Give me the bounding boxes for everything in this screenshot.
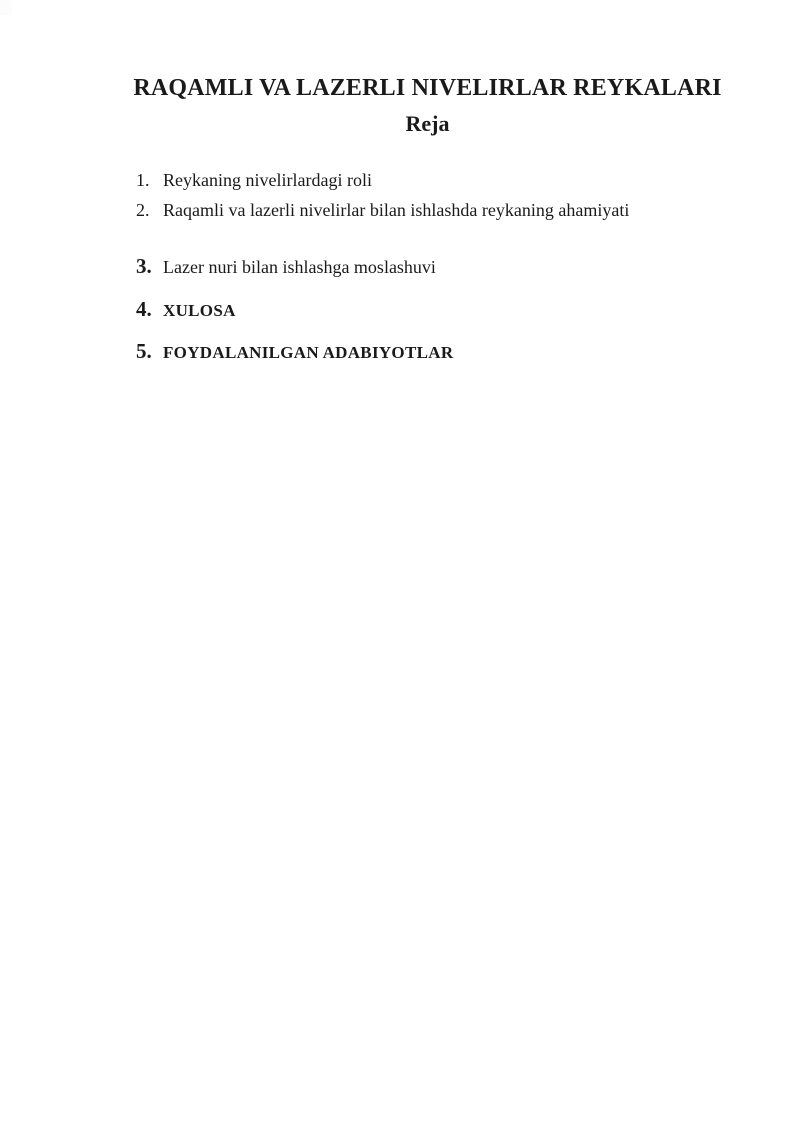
list-item-number: 4.	[136, 297, 152, 321]
list-item-text: Reykaning nivelirlardagi roli	[163, 170, 372, 190]
page-corner-artifact	[0, 0, 12, 15]
list-item	[136, 170, 372, 191]
list-item-number: 5.	[136, 339, 152, 363]
list-item	[136, 297, 236, 322]
list-item-text: XULOSA	[163, 301, 236, 320]
list-item	[136, 339, 453, 364]
list-item	[136, 200, 629, 221]
list-item-text: FOYDALANILGAN ADABIYOTLAR	[163, 343, 454, 362]
list-item-number: 3.	[136, 254, 152, 278]
document-title: RAQAMLI VA LAZERLI NIVELIRLAR REYKALARI	[133, 75, 722, 101]
list-item-number: 1.	[136, 170, 150, 190]
document-subtitle: Reja	[405, 111, 450, 136]
list-item-text: Raqamli va lazerli nivelirlar bilan ishlashda reykaning ahamiyati	[163, 200, 630, 220]
list-item-number: 2.	[136, 200, 150, 220]
list-item	[136, 254, 436, 279]
list-item-text: Lazer nuri bilan ishlashga moslashuvi	[163, 257, 436, 277]
